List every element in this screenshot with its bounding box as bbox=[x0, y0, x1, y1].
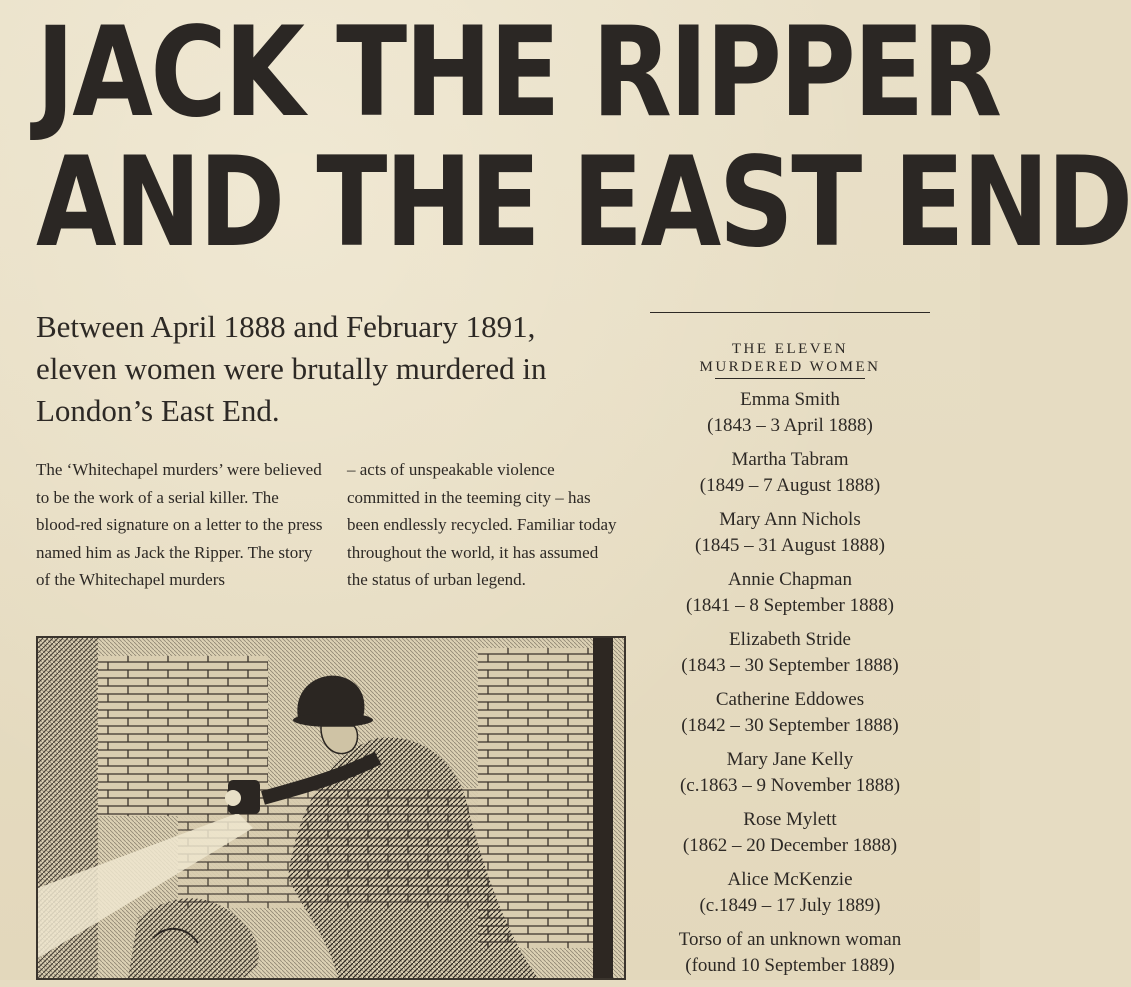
headline-line-1: JACK THE RIPPER bbox=[36, 1, 1000, 145]
victim-name: Mary Ann Nichols bbox=[719, 509, 861, 530]
victim-name: Emma Smith bbox=[740, 389, 840, 410]
body-column-2: – acts of unspeakable violence committed in the teeming city – has been endlessly recycled. Familiar today throughout the world, it has assumed the status of urban legend. bbox=[347, 460, 617, 590]
victim-dates: (1843 – 30 September 1888) bbox=[681, 655, 899, 676]
victim-entry bbox=[650, 567, 930, 619]
sidebar-title-line-1: THE ELEVEN bbox=[731, 341, 849, 357]
victim-dates: (found 10 September 1889) bbox=[685, 955, 895, 976]
victim-entry bbox=[650, 807, 930, 859]
victim-entry bbox=[650, 927, 930, 979]
sidebar-title-line-2: MURDERED WOMEN bbox=[699, 359, 881, 375]
sidebar-title bbox=[650, 340, 930, 376]
victim-name: Elizabeth Stride bbox=[729, 629, 851, 650]
victim-name: Annie Chapman bbox=[727, 569, 852, 590]
headline bbox=[36, 1, 1131, 275]
victim-name: Torso of an unknown woman bbox=[678, 929, 902, 950]
victim-entry bbox=[650, 387, 930, 439]
sidebar-divider bbox=[650, 312, 930, 313]
victim-dates: (c.1849 – 17 July 1889) bbox=[699, 895, 881, 916]
victim-dates: (c.1863 – 9 November 1888) bbox=[679, 775, 901, 796]
victim-entry bbox=[650, 747, 930, 799]
illustration bbox=[36, 636, 626, 980]
headline-line-2: AND THE EAST END bbox=[36, 131, 1131, 275]
lead-paragraph: Between April 1888 and February 1891, eleven women were brutally murdered in London’s East End. bbox=[36, 309, 547, 428]
victim-dates: (1842 – 30 September 1888) bbox=[681, 715, 899, 736]
victim-dates: (1862 – 20 December 1888) bbox=[682, 835, 898, 856]
victim-entry bbox=[650, 627, 930, 679]
victim-name: Mary Jane Kelly bbox=[726, 749, 854, 770]
victim-name: Rose Mylett bbox=[743, 809, 837, 830]
victim-name: Alice McKenzie bbox=[727, 869, 853, 890]
victim-dates: (1841 – 8 September 1888) bbox=[686, 595, 894, 616]
victim-dates: (1845 – 31 August 1888) bbox=[695, 535, 885, 556]
sidebar-title-rule bbox=[715, 378, 865, 379]
victim-entry bbox=[650, 447, 930, 499]
victim-entry bbox=[650, 507, 930, 559]
body-column-1: The ‘Whitechapel murders’ were believed to be the work of a serial killer. The blood-red signature on a letter to the press named him as Jack the Ripper. The story of the Whitechapel murders bbox=[36, 460, 323, 590]
victim-entry bbox=[650, 687, 930, 739]
victims-sidebar bbox=[650, 340, 930, 987]
police-lantern-engraving-icon bbox=[38, 638, 624, 978]
victim-entry bbox=[650, 867, 930, 919]
victim-dates: (1849 – 7 August 1888) bbox=[699, 475, 881, 496]
victim-name: Catherine Eddowes bbox=[715, 689, 865, 710]
victim-dates: (1843 – 3 April 1888) bbox=[707, 415, 873, 436]
victim-name: Martha Tabram bbox=[731, 449, 849, 470]
